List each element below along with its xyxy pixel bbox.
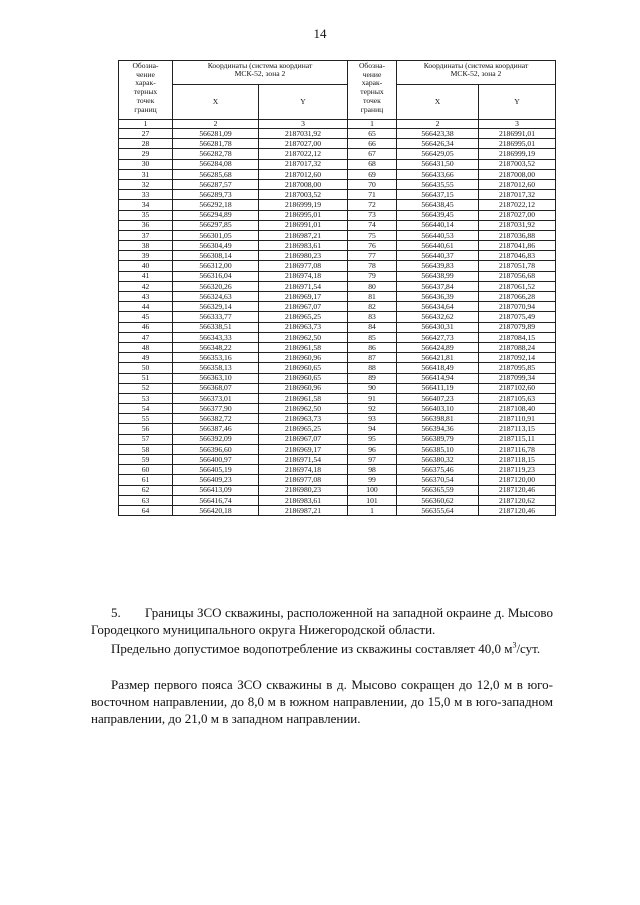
x-coordinate: 566434,64 (397, 302, 479, 312)
y-coordinate: 2187115,11 (479, 434, 556, 444)
table-row (119, 159, 556, 169)
y-coordinate: 2187119,23 (479, 465, 556, 475)
point-number: 30 (119, 159, 173, 169)
y-coordinate: 2187079,89 (479, 322, 556, 332)
y-coordinate: 2187120,00 (479, 475, 556, 485)
point-number: 67 (348, 149, 397, 159)
point-number: 55 (119, 414, 173, 424)
table-row (119, 485, 556, 495)
col-number: 2 (173, 120, 259, 129)
x-coordinate: 566382,72 (173, 414, 259, 424)
point-number: 34 (119, 200, 173, 210)
section-title: Границы ЗСО скважины, расположенной на западной окраине д. Мысово Городецкого муниципального округа Нижегородской области. (91, 605, 553, 637)
point-number: 97 (348, 455, 397, 465)
coord-group-header-right: Координаты (система координат МСК-52, зона 2 (397, 61, 556, 85)
y-coordinate: 2186971,54 (259, 455, 348, 465)
table-row (119, 373, 556, 383)
point-number: 81 (348, 292, 397, 302)
x-coordinate: 566440,61 (397, 241, 479, 251)
x-coordinate: 566355,64 (397, 505, 479, 515)
y-coordinate: 2187031,92 (479, 220, 556, 230)
table-row (119, 495, 556, 505)
coordinates-table (118, 60, 556, 516)
y-coordinate: 2187012,60 (259, 169, 348, 179)
y-coordinate: 2186987,21 (259, 505, 348, 515)
x-coordinate: 566439,83 (397, 261, 479, 271)
table-row (119, 353, 556, 363)
point-number: 35 (119, 210, 173, 220)
x-coordinate: 566281,78 (173, 139, 259, 149)
x-coordinate: 566284,08 (173, 159, 259, 169)
table-row (119, 200, 556, 210)
x-coordinate: 566312,00 (173, 261, 259, 271)
table-row (119, 424, 556, 434)
y-coordinate: 2187056,68 (479, 271, 556, 281)
table-row (119, 322, 556, 332)
point-number: 68 (348, 159, 397, 169)
point-number: 36 (119, 220, 173, 230)
x-coordinate: 566438,45 (397, 200, 479, 210)
x-coordinate: 566287,57 (173, 179, 259, 189)
x-coordinate: 566297,85 (173, 220, 259, 230)
point-number: 43 (119, 292, 173, 302)
col-number: 1 (348, 120, 397, 129)
point-number: 86 (348, 342, 397, 352)
x-header-right: X (397, 85, 479, 120)
point-number: 29 (119, 149, 173, 159)
consumption-text: Предельно допустимое водопотребление из скважины составляет 40,0 м (111, 641, 513, 656)
y-coordinate: 2187120,46 (479, 485, 556, 495)
y-header-right: Y (479, 85, 556, 120)
x-coordinate: 566437,84 (397, 281, 479, 291)
point-number: 31 (119, 169, 173, 179)
x-coordinate: 566398,81 (397, 414, 479, 424)
y-header-left: Y (259, 85, 348, 120)
x-coordinate: 566432,62 (397, 312, 479, 322)
x-coordinate: 566411,19 (397, 383, 479, 393)
table-row (119, 139, 556, 149)
point-number: 77 (348, 251, 397, 261)
point-number: 99 (348, 475, 397, 485)
y-coordinate: 2186960,96 (259, 383, 348, 393)
section-paragraph (91, 604, 553, 638)
consumption-unit-exponent: 3 (512, 640, 517, 650)
y-coordinate: 2187061,52 (479, 281, 556, 291)
x-coordinate: 566358,13 (173, 363, 259, 373)
point-number: 69 (348, 169, 397, 179)
point-number: 50 (119, 363, 173, 373)
y-coordinate: 2187108,40 (479, 404, 556, 414)
x-coordinate: 566405,19 (173, 465, 259, 475)
section-number: 5. (111, 605, 121, 620)
point-number: 58 (119, 444, 173, 454)
x-coordinate: 566301,05 (173, 230, 259, 240)
col-number: 2 (397, 120, 479, 129)
point-number: 73 (348, 210, 397, 220)
point-number: 64 (119, 505, 173, 515)
point-label-header-right: Обозна- чение харак- терных точек границ (348, 61, 397, 120)
consumption-unit-suffix: /сут. (516, 641, 541, 656)
x-coordinate: 566370,54 (397, 475, 479, 485)
point-number: 74 (348, 220, 397, 230)
y-coordinate: 2187027,00 (479, 210, 556, 220)
y-coordinate: 2187110,91 (479, 414, 556, 424)
y-coordinate: 2186967,07 (259, 434, 348, 444)
point-number: 44 (119, 302, 173, 312)
table-row (119, 220, 556, 230)
x-coordinate: 566424,89 (397, 342, 479, 352)
x-coordinate: 566400,97 (173, 455, 259, 465)
x-coordinate: 566294,89 (173, 210, 259, 220)
point-number: 71 (348, 190, 397, 200)
y-coordinate: 2187046,83 (479, 251, 556, 261)
point-number: 40 (119, 261, 173, 271)
point-number: 70 (348, 179, 397, 189)
table-row (119, 190, 556, 200)
table-row (119, 363, 556, 373)
x-coordinate: 566427,73 (397, 332, 479, 342)
y-coordinate: 2186969,17 (259, 292, 348, 302)
point-number: 65 (348, 129, 397, 139)
point-number: 59 (119, 455, 173, 465)
point-number: 92 (348, 404, 397, 414)
x-coordinate: 566416,74 (173, 495, 259, 505)
x-coordinate: 566377,90 (173, 404, 259, 414)
x-coordinate: 566396,60 (173, 444, 259, 454)
y-coordinate: 2187070,94 (479, 302, 556, 312)
x-coordinate: 566363,10 (173, 373, 259, 383)
point-number: 87 (348, 353, 397, 363)
y-coordinate: 2186977,08 (259, 261, 348, 271)
point-number: 88 (348, 363, 397, 373)
y-coordinate: 2186962,50 (259, 332, 348, 342)
x-coordinate: 566414,94 (397, 373, 479, 383)
point-number: 94 (348, 424, 397, 434)
x-coordinate: 566431,50 (397, 159, 479, 169)
y-coordinate: 2186974,18 (259, 271, 348, 281)
x-coordinate: 566324,63 (173, 292, 259, 302)
x-coordinate: 566430,31 (397, 322, 479, 332)
x-coordinate: 566380,32 (397, 455, 479, 465)
y-coordinate: 2186971,54 (259, 281, 348, 291)
table-row (119, 179, 556, 189)
point-number: 46 (119, 322, 173, 332)
y-coordinate: 2186980,23 (259, 251, 348, 261)
x-coordinate: 566394,36 (397, 424, 479, 434)
point-number: 100 (348, 485, 397, 495)
y-coordinate: 2186999,19 (479, 149, 556, 159)
point-number: 95 (348, 434, 397, 444)
y-coordinate: 2186960,96 (259, 353, 348, 363)
col-number: 3 (259, 120, 348, 129)
table-row (119, 129, 556, 139)
point-number: 80 (348, 281, 397, 291)
table-row (119, 475, 556, 485)
zone-size-paragraph: Размер первого пояса ЗСО скважины в д. Мысово сокращен до 12,0 м в юго-восточном направлении, до 8,0 м в южном направлении, до 15,0 м в юго-западном направлении, до 21,0 м в западном направлении. (91, 677, 553, 726)
y-coordinate: 2186963,73 (259, 414, 348, 424)
point-number: 47 (119, 332, 173, 342)
y-coordinate: 2186977,08 (259, 475, 348, 485)
point-number: 53 (119, 393, 173, 403)
table-row (119, 230, 556, 240)
table-row (119, 383, 556, 393)
table-row (119, 393, 556, 403)
x-coordinate: 566435,55 (397, 179, 479, 189)
x-coordinate: 566403,10 (397, 404, 479, 414)
point-number: 48 (119, 342, 173, 352)
table-row (119, 465, 556, 475)
y-coordinate: 2186963,73 (259, 322, 348, 332)
x-coordinate: 566440,53 (397, 230, 479, 240)
x-coordinate: 566423,38 (397, 129, 479, 139)
point-number: 33 (119, 190, 173, 200)
y-coordinate: 2186961,58 (259, 393, 348, 403)
table-row (119, 505, 556, 515)
coordinates-table-body (119, 129, 556, 516)
y-coordinate: 2187008,00 (259, 179, 348, 189)
x-coordinate: 566440,37 (397, 251, 479, 261)
x-coordinate: 566289,73 (173, 190, 259, 200)
y-coordinate: 2186991,01 (259, 220, 348, 230)
x-coordinate: 566373,01 (173, 393, 259, 403)
point-number: 79 (348, 271, 397, 281)
point-number: 82 (348, 302, 397, 312)
y-coordinate: 2187051,78 (479, 261, 556, 271)
y-coordinate: 2186995,01 (259, 210, 348, 220)
y-coordinate: 2187105,63 (479, 393, 556, 403)
point-number: 42 (119, 281, 173, 291)
point-number: 91 (348, 393, 397, 403)
x-coordinate: 566385,10 (397, 444, 479, 454)
point-number: 38 (119, 241, 173, 251)
consumption-paragraph (91, 640, 553, 657)
y-coordinate: 2187116,78 (479, 444, 556, 454)
table-row (119, 281, 556, 291)
point-number: 90 (348, 383, 397, 393)
y-coordinate: 2186965,25 (259, 312, 348, 322)
x-coordinate: 566375,46 (397, 465, 479, 475)
point-number: 28 (119, 139, 173, 149)
x-coordinate: 566387,46 (173, 424, 259, 434)
x-header-left: X (173, 85, 259, 120)
x-coordinate: 566282,78 (173, 149, 259, 159)
x-coordinate: 566304,49 (173, 241, 259, 251)
x-coordinate: 566353,16 (173, 353, 259, 363)
table-row (119, 404, 556, 414)
y-coordinate: 2186987,21 (259, 230, 348, 240)
point-number: 63 (119, 495, 173, 505)
y-coordinate: 2187066,28 (479, 292, 556, 302)
y-coordinate: 2187095,85 (479, 363, 556, 373)
y-coordinate: 2187041,86 (479, 241, 556, 251)
table-row (119, 251, 556, 261)
x-coordinate: 566281,09 (173, 129, 259, 139)
point-number: 76 (348, 241, 397, 251)
col-number: 3 (479, 120, 556, 129)
y-coordinate: 2186983,61 (259, 495, 348, 505)
y-coordinate: 2186969,17 (259, 444, 348, 454)
point-number: 61 (119, 475, 173, 485)
x-coordinate: 566285,68 (173, 169, 259, 179)
x-coordinate: 566409,23 (173, 475, 259, 485)
x-coordinate: 566429,05 (397, 149, 479, 159)
y-coordinate: 2186965,25 (259, 424, 348, 434)
x-coordinate: 566407,23 (397, 393, 479, 403)
x-coordinate: 566439,45 (397, 210, 479, 220)
point-number: 101 (348, 495, 397, 505)
table-row (119, 210, 556, 220)
y-coordinate: 2186961,58 (259, 342, 348, 352)
point-number: 85 (348, 332, 397, 342)
y-coordinate: 2187102,60 (479, 383, 556, 393)
y-coordinate: 2187003,52 (479, 159, 556, 169)
point-number: 89 (348, 373, 397, 383)
point-number: 32 (119, 179, 173, 189)
x-coordinate: 566413,09 (173, 485, 259, 495)
y-coordinate: 2186991,01 (479, 129, 556, 139)
point-number: 98 (348, 465, 397, 475)
table-row (119, 434, 556, 444)
x-coordinate: 566329,14 (173, 302, 259, 312)
x-coordinate: 566348,22 (173, 342, 259, 352)
x-coordinate: 566365,59 (397, 485, 479, 495)
x-coordinate: 566433,66 (397, 169, 479, 179)
x-coordinate: 566320,26 (173, 281, 259, 291)
y-coordinate: 2187075,49 (479, 312, 556, 322)
table-row (119, 169, 556, 179)
point-number: 39 (119, 251, 173, 261)
x-coordinate: 566343,33 (173, 332, 259, 342)
y-coordinate: 2187008,00 (479, 169, 556, 179)
table-row (119, 271, 556, 281)
point-number: 75 (348, 230, 397, 240)
y-coordinate: 2187084,15 (479, 332, 556, 342)
y-coordinate: 2187118,15 (479, 455, 556, 465)
point-number: 93 (348, 414, 397, 424)
table-row (119, 261, 556, 271)
y-coordinate: 2187120,62 (479, 495, 556, 505)
point-number: 1 (348, 505, 397, 515)
point-number: 51 (119, 373, 173, 383)
x-coordinate: 566316,04 (173, 271, 259, 281)
x-coordinate: 566333,77 (173, 312, 259, 322)
point-number: 96 (348, 444, 397, 454)
y-coordinate: 2186999,19 (259, 200, 348, 210)
y-coordinate: 2187022,12 (259, 149, 348, 159)
y-coordinate: 2187003,52 (259, 190, 348, 200)
point-number: 66 (348, 139, 397, 149)
y-coordinate: 2187027,00 (259, 139, 348, 149)
point-number: 52 (119, 383, 173, 393)
point-number: 45 (119, 312, 173, 322)
point-number: 27 (119, 129, 173, 139)
point-number: 37 (119, 230, 173, 240)
x-coordinate: 566418,49 (397, 363, 479, 373)
y-coordinate: 2187012,60 (479, 179, 556, 189)
x-coordinate: 566389,79 (397, 434, 479, 444)
table-row (119, 444, 556, 454)
table-row (119, 149, 556, 159)
point-number: 60 (119, 465, 173, 475)
point-number: 72 (348, 200, 397, 210)
y-coordinate: 2186980,23 (259, 485, 348, 495)
y-coordinate: 2186995,01 (479, 139, 556, 149)
point-number: 56 (119, 424, 173, 434)
x-coordinate: 566392,09 (173, 434, 259, 444)
x-coordinate: 566421,81 (397, 353, 479, 363)
y-coordinate: 2187017,32 (259, 159, 348, 169)
y-coordinate: 2187036,88 (479, 230, 556, 240)
table-row (119, 302, 556, 312)
table-row (119, 414, 556, 424)
coord-group-header-left: Координаты (система координат МСК-52, зона 2 (173, 61, 348, 85)
y-coordinate: 2187120,46 (479, 505, 556, 515)
col-number: 1 (119, 120, 173, 129)
y-coordinate: 2187031,92 (259, 129, 348, 139)
y-coordinate: 2187017,32 (479, 190, 556, 200)
x-coordinate: 566338,51 (173, 322, 259, 332)
x-coordinate: 566360,62 (397, 495, 479, 505)
point-label-header-left: Обозна- чение харак- терных точек границ (119, 61, 173, 120)
table-row (119, 241, 556, 251)
point-number: 57 (119, 434, 173, 444)
table-row (119, 342, 556, 352)
x-coordinate: 566426,34 (397, 139, 479, 149)
point-number: 41 (119, 271, 173, 281)
point-number: 78 (348, 261, 397, 271)
x-coordinate: 566440,14 (397, 220, 479, 230)
point-number: 54 (119, 404, 173, 414)
x-coordinate: 566420,18 (173, 505, 259, 515)
x-coordinate: 566368,07 (173, 383, 259, 393)
y-coordinate: 2187088,24 (479, 342, 556, 352)
y-coordinate: 2186962,50 (259, 404, 348, 414)
point-number: 84 (348, 322, 397, 332)
page-number: 14 (313, 26, 327, 41)
y-coordinate: 2186983,61 (259, 241, 348, 251)
table-row (119, 455, 556, 465)
table-row (119, 332, 556, 342)
y-coordinate: 2186960,65 (259, 363, 348, 373)
y-coordinate: 2187022,12 (479, 200, 556, 210)
point-number: 83 (348, 312, 397, 322)
y-coordinate: 2186960,65 (259, 373, 348, 383)
table-row (119, 312, 556, 322)
point-number: 49 (119, 353, 173, 363)
x-coordinate: 566308,14 (173, 251, 259, 261)
y-coordinate: 2187099,34 (479, 373, 556, 383)
point-number: 62 (119, 485, 173, 495)
x-coordinate: 566292,18 (173, 200, 259, 210)
table-row (119, 292, 556, 302)
x-coordinate: 566438,99 (397, 271, 479, 281)
x-coordinate: 566437,15 (397, 190, 479, 200)
y-coordinate: 2186974,18 (259, 465, 348, 475)
x-coordinate: 566436,39 (397, 292, 479, 302)
y-coordinate: 2186967,07 (259, 302, 348, 312)
y-coordinate: 2187092,14 (479, 353, 556, 363)
y-coordinate: 2187113,15 (479, 424, 556, 434)
